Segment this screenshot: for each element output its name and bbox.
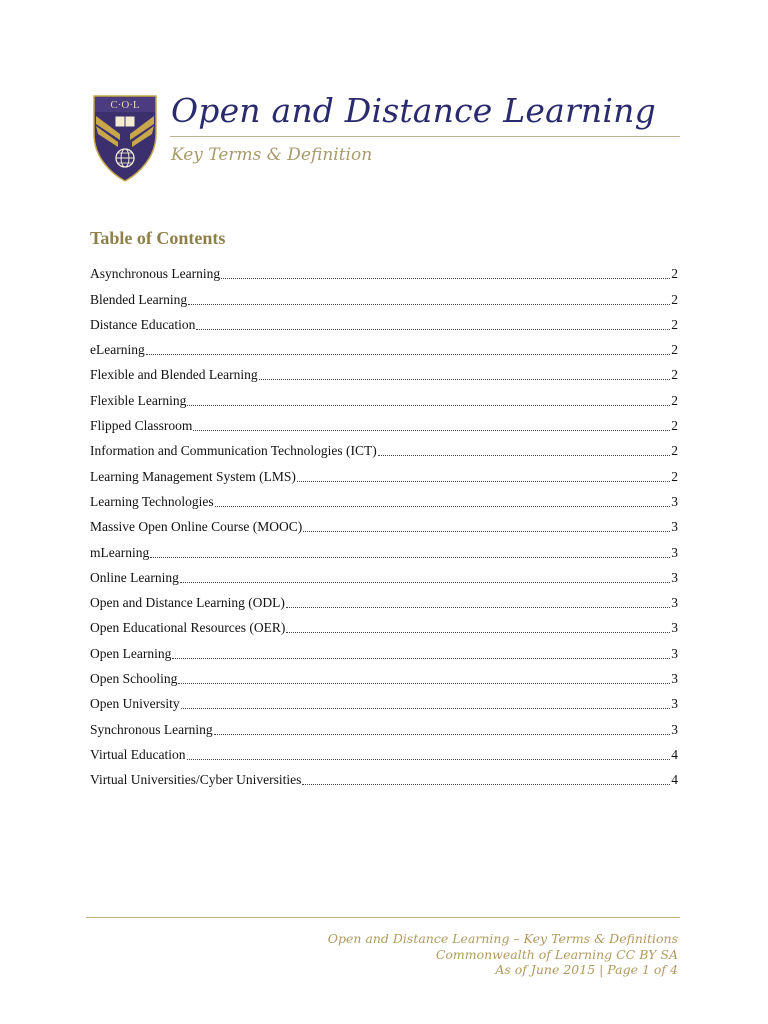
toc-entry-page[interactable]: 2 — [671, 266, 678, 282]
toc-entry-page[interactable]: 3 — [671, 595, 678, 611]
page-footer — [328, 931, 678, 978]
toc-entry-title[interactable]: Flexible Learning — [90, 392, 187, 408]
table-of-contents — [90, 259, 678, 790]
toc-dot-leader — [172, 658, 670, 659]
toc-entry[interactable] — [90, 613, 678, 638]
footer-line-license: Commonwealth of Learning CC BY SA — [435, 946, 678, 962]
toc-entry[interactable] — [90, 714, 678, 739]
toc-dot-leader — [303, 531, 670, 532]
toc-entry-title[interactable]: Virtual Education — [90, 746, 186, 762]
toc-entry-title[interactable]: Synchronous Learning — [90, 721, 213, 737]
toc-dot-leader — [193, 430, 670, 431]
toc-entry-page[interactable]: 3 — [671, 519, 678, 535]
toc-entry-page[interactable]: 2 — [671, 342, 678, 358]
logo-text: C·O·L — [110, 99, 140, 111]
toc-dot-leader — [221, 278, 670, 279]
toc-entry-title[interactable]: Flexible and Blended Learning — [90, 367, 258, 383]
toc-entry-page[interactable]: 3 — [671, 721, 678, 737]
toc-entry-title[interactable]: eLearning — [90, 342, 145, 358]
toc-entry-page[interactable]: 2 — [671, 316, 678, 332]
toc-entry-title[interactable]: mLearning — [90, 544, 150, 560]
toc-dot-leader — [150, 557, 670, 558]
document-subtitle: Key Terms & Definition — [171, 145, 373, 165]
toc-entry-page[interactable]: 2 — [671, 443, 678, 459]
toc-entry-page[interactable]: 3 — [671, 569, 678, 585]
title-divider — [170, 136, 680, 137]
toc-dot-leader — [215, 506, 671, 507]
toc-entry-page[interactable]: 2 — [671, 468, 678, 484]
toc-entry-page[interactable]: 3 — [671, 544, 678, 560]
toc-entry[interactable] — [90, 664, 678, 689]
toc-dot-leader — [297, 481, 670, 482]
toc-dot-leader — [146, 354, 671, 355]
toc-entry[interactable] — [90, 284, 678, 309]
toc-entry[interactable] — [90, 385, 678, 410]
toc-entry-title[interactable]: Learning Management System (LMS) — [90, 468, 296, 484]
toc-dot-leader — [286, 607, 670, 608]
toc-entry-title[interactable]: Open and Distance Learning (ODL) — [90, 595, 285, 611]
toc-entry[interactable] — [90, 689, 678, 714]
toc-entry[interactable] — [90, 436, 678, 461]
toc-entry-page[interactable]: 2 — [671, 418, 678, 434]
toc-entry-title[interactable]: Blended Learning — [90, 291, 188, 307]
toc-entry-title[interactable]: Massive Open Online Course (MOOC) — [90, 519, 303, 535]
toc-dot-leader — [196, 329, 670, 330]
toc-entry-title[interactable]: Open University — [90, 696, 180, 712]
toc-dot-leader — [286, 632, 670, 633]
toc-entry-title[interactable]: Open Educational Resources (OER) — [90, 620, 286, 636]
toc-dot-leader — [181, 708, 671, 709]
toc-entry[interactable] — [90, 638, 678, 663]
toc-dot-leader — [302, 784, 670, 785]
toc-entry[interactable] — [90, 765, 678, 790]
footer-divider — [86, 917, 680, 918]
toc-entry[interactable] — [90, 310, 678, 335]
toc-entry[interactable] — [90, 487, 678, 512]
toc-dot-leader — [187, 759, 671, 760]
footer-line-page: As of June 2015 | Page 1 of 4 — [495, 962, 678, 977]
toc-entry[interactable] — [90, 740, 678, 765]
toc-entry-title[interactable]: Flipped Classroom — [90, 418, 193, 434]
toc-entry[interactable] — [90, 512, 678, 537]
toc-entry[interactable] — [90, 461, 678, 486]
toc-entry-title[interactable]: Asynchronous Learning — [90, 266, 221, 282]
toc-entry[interactable] — [90, 563, 678, 588]
toc-dot-leader — [214, 734, 671, 735]
toc-entry[interactable] — [90, 411, 678, 436]
toc-entry-page[interactable]: 3 — [671, 671, 678, 687]
toc-entry[interactable] — [90, 360, 678, 385]
toc-entry-page[interactable]: 4 — [671, 746, 678, 762]
document-header — [92, 91, 680, 184]
document-title: Open and Distance Learning — [171, 91, 656, 130]
toc-entry-page[interactable]: 2 — [671, 291, 678, 307]
toc-entry-title[interactable]: Open Learning — [90, 645, 172, 661]
toc-entry-title[interactable]: Online Learning — [90, 569, 179, 585]
toc-entry-title[interactable]: Virtual Universities/Cyber Universities — [90, 772, 302, 788]
toc-entry-page[interactable]: 4 — [671, 772, 678, 788]
toc-entry[interactable] — [90, 588, 678, 613]
toc-entry-page[interactable]: 3 — [671, 620, 678, 636]
footer-line-title: Open and Distance Learning – Key Terms & Definitions — [327, 931, 678, 946]
toc-dot-leader — [180, 582, 670, 583]
toc-entry-page[interactable]: 3 — [671, 645, 678, 661]
col-shield-logo-icon — [92, 94, 158, 182]
toc-entry-title[interactable]: Open Schooling — [90, 671, 178, 687]
toc-entry[interactable] — [90, 259, 678, 284]
toc-entry-title[interactable]: Distance Education — [90, 316, 196, 332]
toc-dot-leader — [178, 683, 670, 684]
toc-entry[interactable] — [90, 335, 678, 360]
toc-entry-title[interactable]: Learning Technologies — [90, 493, 214, 509]
toc-dot-leader — [378, 455, 671, 456]
toc-dot-leader — [187, 405, 670, 406]
toc-dot-leader — [188, 304, 670, 305]
toc-entry-page[interactable]: 2 — [671, 392, 678, 408]
toc-entry-page[interactable]: 2 — [671, 367, 678, 383]
toc-heading: Table of Contents — [90, 228, 226, 248]
toc-entry-page[interactable]: 3 — [671, 493, 678, 509]
toc-entry-title[interactable]: Information and Communication Technologies (ICT) — [90, 443, 377, 459]
toc-entry[interactable] — [90, 537, 678, 562]
toc-dot-leader — [259, 379, 671, 380]
toc-entry-page[interactable]: 3 — [671, 696, 678, 712]
